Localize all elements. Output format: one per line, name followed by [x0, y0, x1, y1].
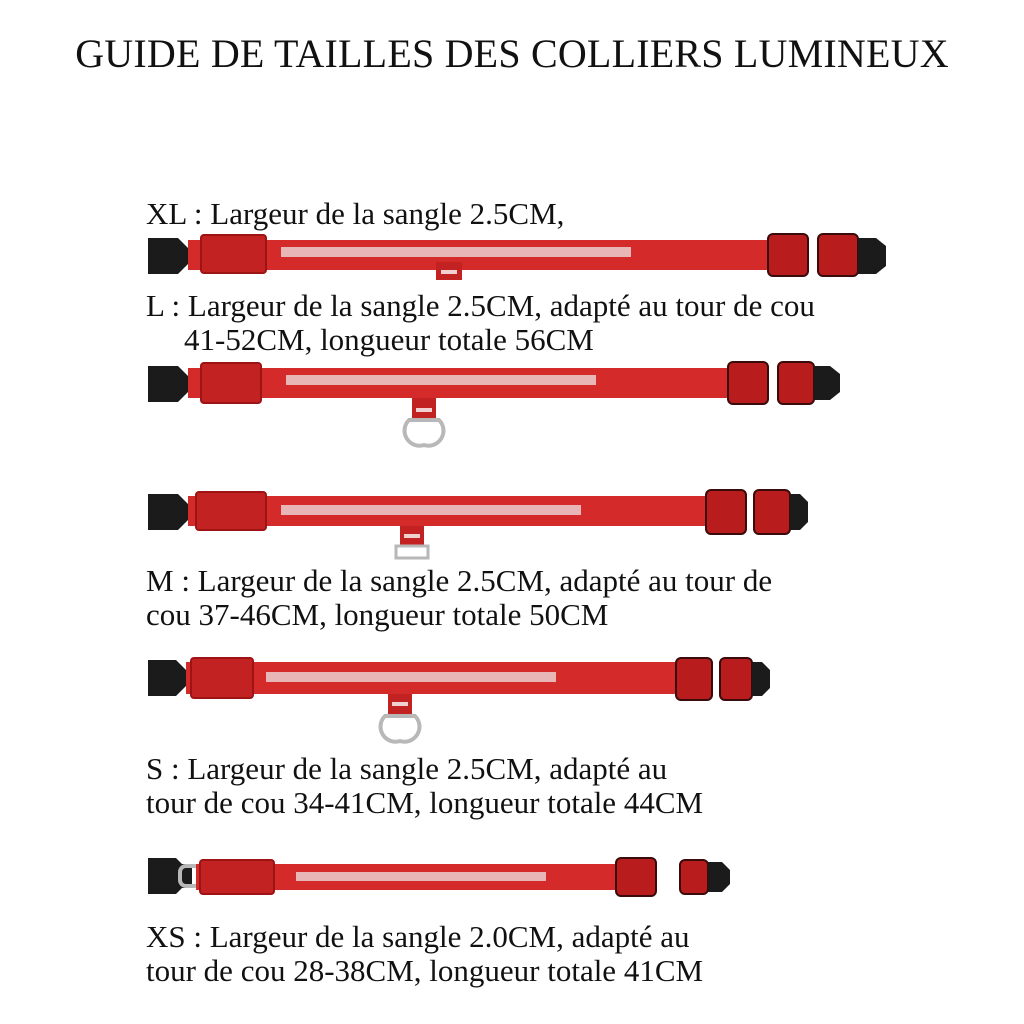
size-xs-description: [146, 920, 703, 988]
size-l-line-1: L : Largeur de la sangle 2.5CM, adapté au tour de cou: [146, 288, 815, 323]
size-xs-line-1: XS : Largeur de la sangle 2.0CM, adapté au: [146, 919, 690, 954]
collar-s-image: [146, 654, 776, 750]
collar-l-buckle-female-icon: [814, 366, 840, 400]
size-xl-line-1: XL : Largeur de la sangle 2.5CM,: [146, 196, 565, 231]
size-l-description: [146, 289, 815, 357]
collar-xs-buckle-female-icon: [708, 862, 730, 892]
collar-m-keeper: [196, 492, 266, 530]
size-m-description: [146, 564, 772, 632]
collar-s-d-ring-icon: [381, 716, 420, 742]
collar-s-buckle-female-icon: [752, 662, 770, 696]
collar-xs-keeper: [200, 860, 274, 894]
size-s-line-1: S : Largeur de la sangle 2.5CM, adapté au: [146, 751, 668, 786]
collar-m-slider-1: [706, 490, 746, 534]
collar-xs-reflective-strip: [296, 872, 546, 881]
collar-xl-slider-1: [768, 234, 808, 276]
collar-xl-keeper: [201, 235, 266, 273]
collar-m-reflective-strip: [281, 505, 581, 515]
size-s-description: [146, 752, 703, 820]
collar-xl-reflective-strip: [281, 247, 631, 257]
size-xs-line-2: tour de cou 28-38CM, longueur totale 41CM: [146, 953, 704, 988]
collar-l-slider-2: [778, 362, 814, 404]
collar-xl-buckle-female-icon: [858, 238, 886, 274]
size-s-line-2: tour de cou 34-41CM, longueur totale 44CM: [146, 785, 704, 820]
collar-l-slider-1: [728, 362, 768, 404]
collar-l-image: [146, 358, 846, 454]
collar-s-reflective-strip: [266, 672, 556, 682]
collar-m-image: [146, 488, 811, 568]
collar-m-d-ring-icon: [396, 546, 428, 558]
size-m-line-2: cou 37-46CM, longueur totale 50CM: [146, 597, 609, 632]
collar-xl-image: [146, 226, 891, 286]
collar-xs-slider-2: [680, 860, 708, 894]
collar-s-slider-1: [676, 658, 712, 700]
collar-m-buckle-female-icon: [790, 494, 808, 530]
size-m-line-1: M : Largeur de la sangle 2.5CM, adapté au tour de: [146, 563, 773, 598]
collar-xs-slider-1: [616, 858, 656, 896]
collar-xl-slider-2: [818, 234, 858, 276]
collar-s-keeper: [191, 658, 253, 698]
collar-xs-buckle-male-icon: [148, 858, 192, 894]
collar-xs-image: [146, 852, 738, 908]
collar-l-reflective-strip: [286, 375, 596, 385]
page-title: GUIDE DE TAILLES DES COLLIERS LUMINEUX: [75, 31, 949, 76]
collar-s-slider-2: [720, 658, 752, 700]
collar-l-keeper: [201, 363, 261, 403]
collar-l-d-ring-icon: [405, 420, 444, 446]
size-l-line-2: 41-52CM, longueur totale 56CM: [184, 322, 594, 357]
collar-m-slider-2: [754, 490, 790, 534]
